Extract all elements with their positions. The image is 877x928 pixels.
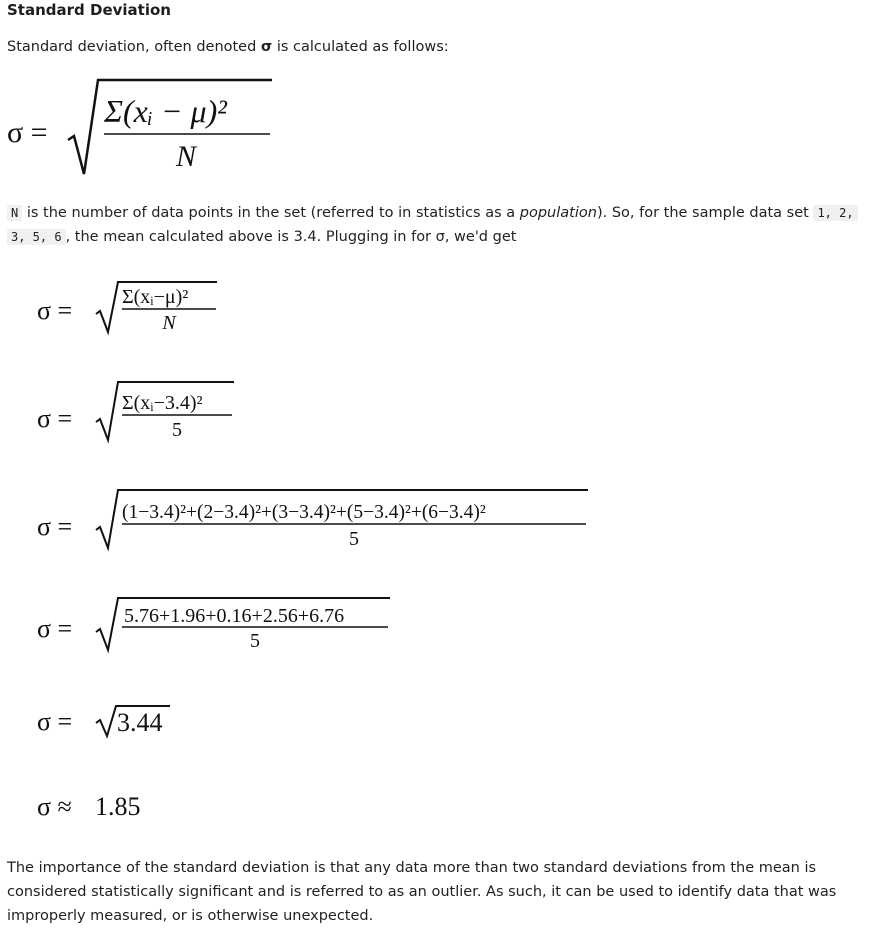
sigma-symbol: σ <box>260 39 273 55</box>
main-formula-denominator: N <box>175 140 197 173</box>
step-5 <box>0 700 220 750</box>
step-2-lhs: σ = <box>37 404 73 433</box>
step-3-numerator: (1−3.4)²+(2−3.4)²+(3−3.4)²+(5−3.4)²+(6−3.4)² <box>122 502 486 523</box>
intro-text <box>7 39 449 55</box>
step-1 <box>0 270 260 340</box>
step-3-denominator: 5 <box>349 528 359 550</box>
explanation-part2: ). So, for the sample data set <box>596 205 814 221</box>
code-n: N <box>7 205 22 221</box>
step-6 <box>0 786 220 826</box>
step-5-radicand: 3.44 <box>117 708 163 737</box>
step-2 <box>0 378 280 448</box>
step-3-lhs: σ = <box>37 512 73 541</box>
main-formula <box>0 70 300 185</box>
step-1-denominator: N <box>162 312 176 334</box>
main-formula-lhs: σ = <box>7 116 48 149</box>
main-formula-numerator: Σ(xᵢ − μ)² <box>104 93 227 129</box>
step-1-numerator: Σ(xᵢ−μ)² <box>122 286 189 308</box>
code-data-b: 3, 5, 6 <box>7 229 66 245</box>
step-6-result: 1.85 <box>95 792 141 821</box>
explanation-italic: population <box>519 205 597 221</box>
intro-prefix: Standard deviation, often denoted <box>7 39 261 55</box>
step-1-lhs: σ = <box>37 296 73 325</box>
step-2-numerator: Σ(xᵢ−3.4)² <box>122 392 203 414</box>
step-6-lhs: σ ≈ <box>37 792 72 821</box>
explanation-part3: , the mean calculated above is 3.4. Plugging in for σ, we'd get <box>65 229 517 245</box>
step-3 <box>0 486 600 556</box>
explanation-paragraph <box>7 201 867 249</box>
section-heading: Standard Deviation <box>7 1 171 19</box>
code-data-a: 1, 2, <box>813 205 857 221</box>
step-4 <box>0 594 420 664</box>
step-5-lhs: σ = <box>37 707 73 736</box>
intro-suffix: is calculated as follows: <box>272 39 449 55</box>
outro-paragraph: The importance of the standard deviation is that any data more than two standard deviations from the mean is considered statistically significant and is referred to as an outlier. As such, it can be used to identify data that was improperly measured, or is otherwise unexpected. <box>7 860 837 924</box>
step-2-denominator: 5 <box>172 419 182 441</box>
step-4-numerator: 5.76+1.96+0.16+2.56+6.76 <box>124 605 345 627</box>
step-4-denominator: 5 <box>250 630 260 652</box>
step-4-lhs: σ = <box>37 614 73 643</box>
explanation-part1: is the number of data points in the set (referred to in statistics as a <box>22 205 520 221</box>
